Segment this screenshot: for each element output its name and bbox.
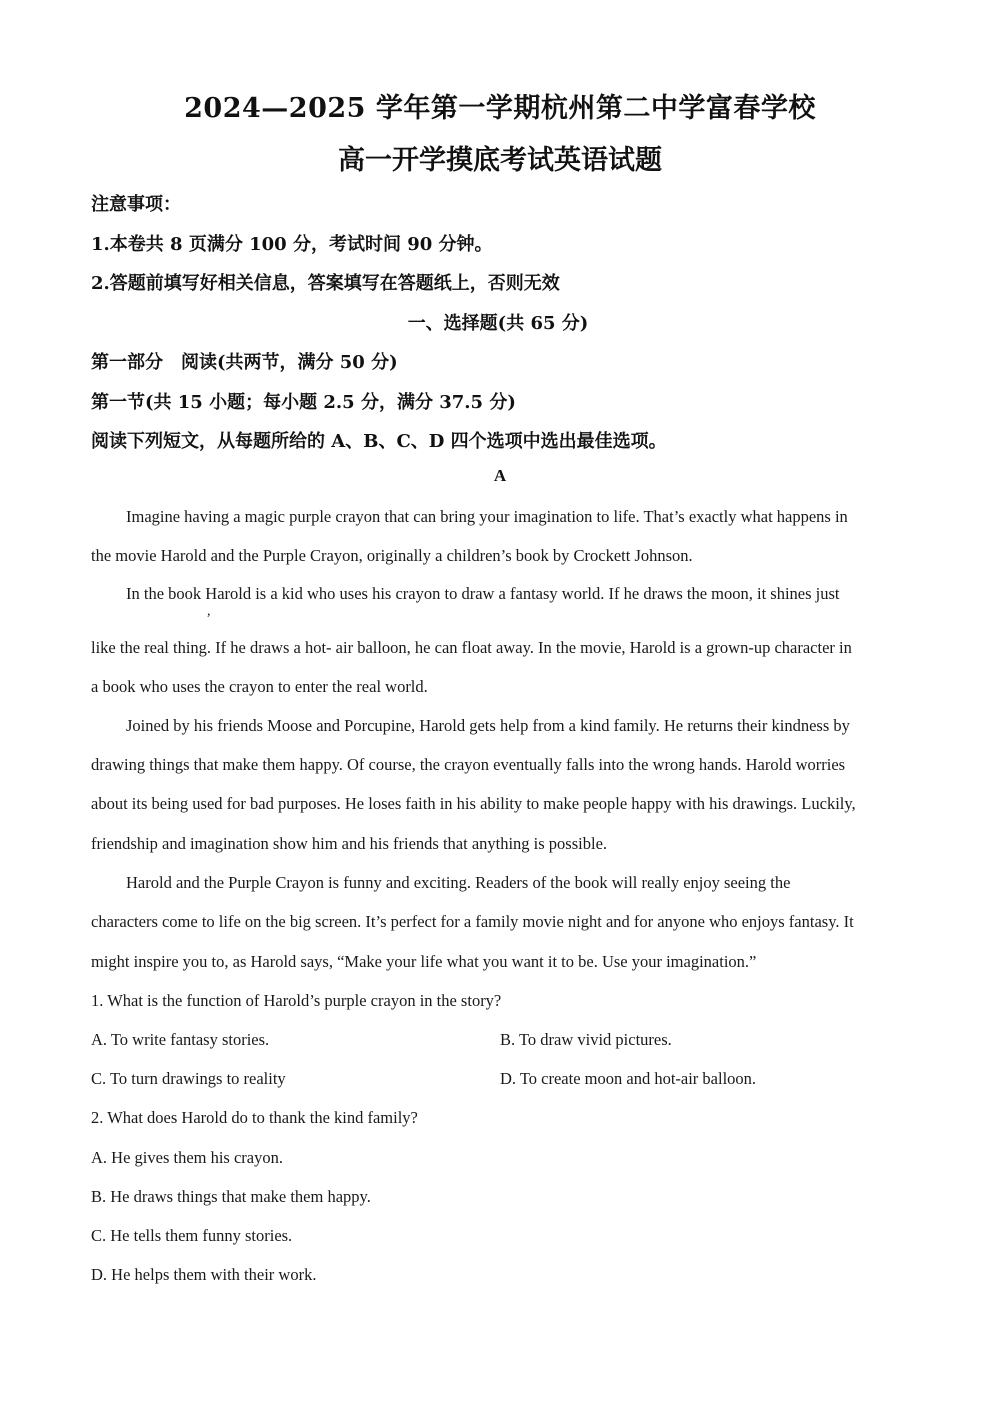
question-1-option-b: B. To draw vivid pictures. xyxy=(500,1030,672,1049)
passage-letter: A xyxy=(493,466,507,485)
reading-heading: 第一部分 阅读(共两节，满分 50 分) xyxy=(91,352,398,373)
instructions: 阅读下列短文，从每题所给的 A、B、C、D 四个选项中选出最佳选项。 xyxy=(91,431,667,452)
question-2-option-a: A. He gives them his crayon. xyxy=(91,1148,283,1167)
question-2-option-d: D. He helps them with their work. xyxy=(91,1265,317,1284)
exam-title-line2: 高一开学摸底考试英语试题 xyxy=(338,145,662,176)
passage-line: like the real thing. If he draws a hot- air balloon, he can float away. In the movie, Harold is a grown-up character in xyxy=(91,638,852,657)
stray-comma: , xyxy=(207,604,211,619)
notes-item-1: 1.本卷共 8 页满分 100 分，考试时间 90 分钟。 xyxy=(91,234,493,255)
question-1-option-d: D. To create moon and hot-air balloon. xyxy=(500,1069,757,1088)
passage-line: Joined by his friends Moose and Porcupine, Harold gets help from a kind family. He returns their kindness by xyxy=(126,716,850,735)
question-2-option-b: B. He draws things that make them happy. xyxy=(91,1187,371,1206)
passage-line: about its being used for bad purposes. He loses faith in his ability to make people happy with his drawings. Luckily, xyxy=(91,794,856,813)
passage-line: characters come to life on the big screen. It’s perfect for a family movie night and for anyone who enjoys fantasy. It xyxy=(91,912,854,931)
question-1-option-a: A. To write fantasy stories. xyxy=(91,1030,270,1049)
notes-heading: 注意事项： xyxy=(91,194,181,215)
question-2-option-c: C. He tells them funny stories. xyxy=(91,1226,293,1245)
part-one-heading: 一、选择题(共 65 分) xyxy=(407,313,589,334)
notes-item-2: 2.答题前填写好相关信息，答案填写在答题纸上，否则无效 xyxy=(91,273,560,294)
exam-title-line1: 2024—2025 学年第一学期杭州第二中学富春学校 xyxy=(184,93,816,124)
question-1-stem: 1. What is the function of Harold’s purple crayon in the story? xyxy=(91,991,502,1010)
section-one-heading: 第一节(共 15 小题；每小题 2.5 分，满分 37.5 分) xyxy=(91,392,516,413)
question-1-option-c: C. To turn drawings to reality xyxy=(91,1069,286,1088)
passage-line: might inspire you to, as Harold says, “Make your life what you want it to be. Use your imagination.” xyxy=(91,952,757,971)
passage-line: a book who uses the crayon to enter the real world. xyxy=(91,677,428,696)
passage-line: Imagine having a magic purple crayon that can bring your imagination to life. That’s exactly what happens in xyxy=(126,507,848,526)
passage-line: Harold and the Purple Crayon is funny and exciting. Readers of the book will really enjoy seeing the xyxy=(126,873,791,892)
passage-line: friendship and imagination show him and his friends that anything is possible. xyxy=(91,834,608,853)
passage-line: drawing things that make them happy. Of course, the crayon eventually falls into the wrong hands. Harold worries xyxy=(91,755,846,774)
passage-line: In the book Harold is a kid who uses his crayon to draw a fantasy world. If he draws the moon, it shines just xyxy=(126,584,840,603)
question-2-stem: 2. What does Harold do to thank the kind family? xyxy=(91,1108,418,1127)
passage-line: the movie Harold and the Purple Crayon, originally a children’s book by Crockett Johnson. xyxy=(91,546,693,565)
